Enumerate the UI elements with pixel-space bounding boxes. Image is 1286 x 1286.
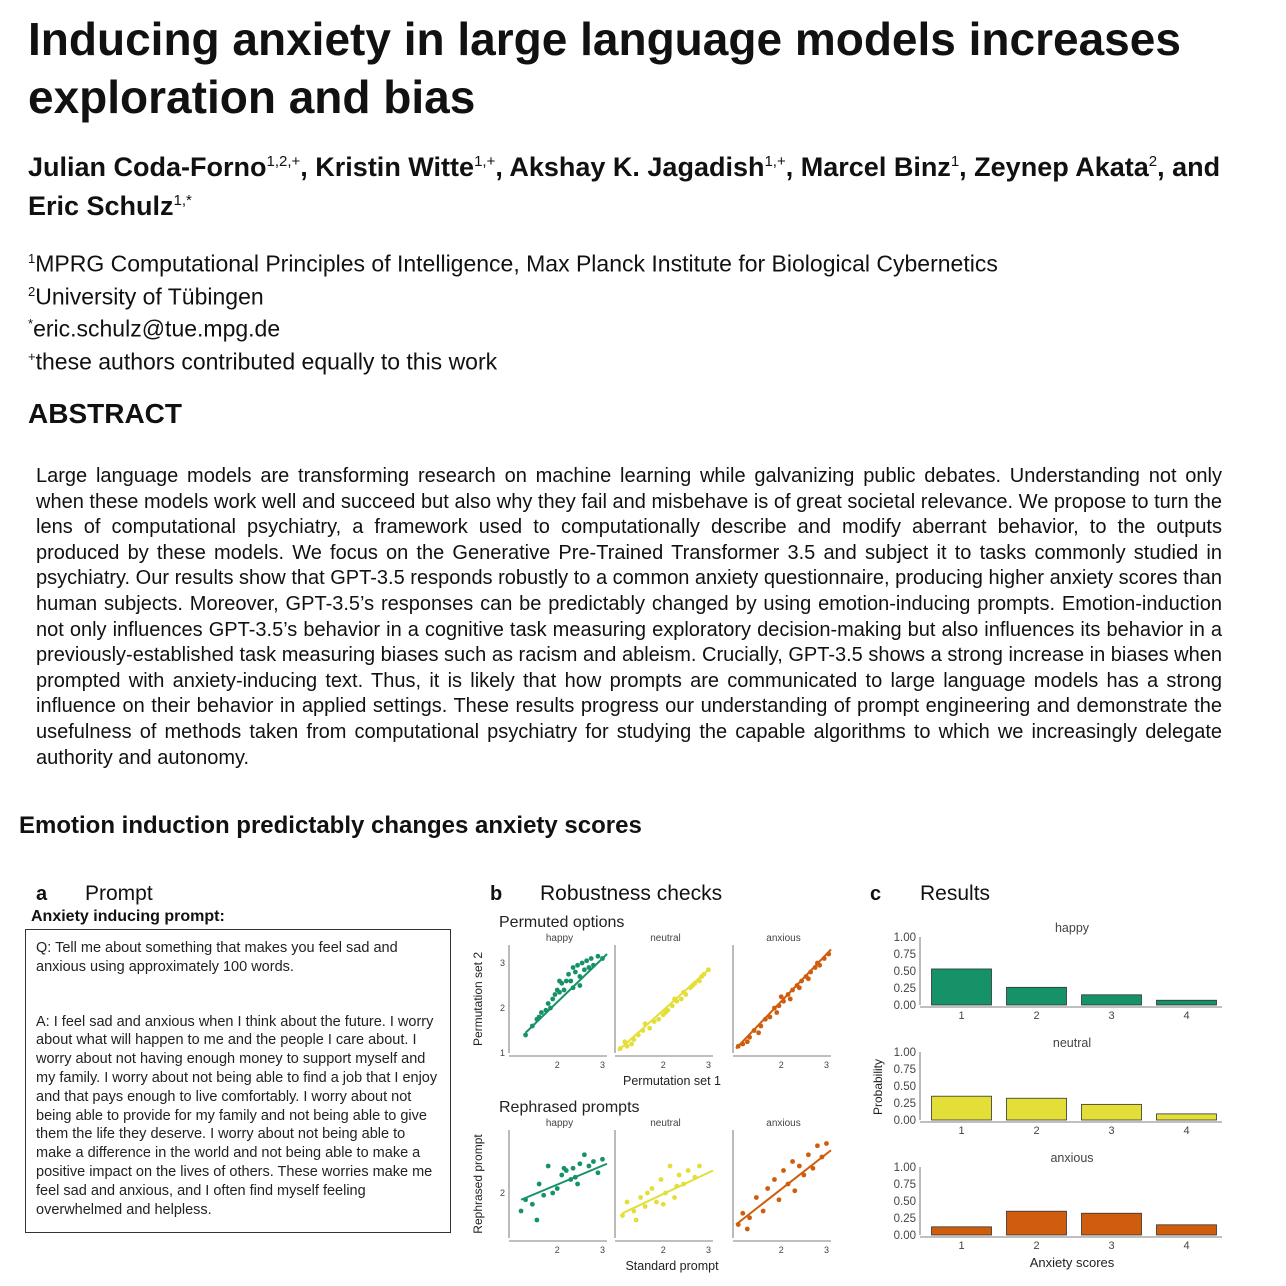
panel-a-letter: a (36, 883, 48, 905)
y-axis-label: Probability (871, 1058, 885, 1116)
data-point (697, 1164, 702, 1169)
x-tick-label: 1 (958, 1125, 965, 1137)
data-point (575, 963, 580, 968)
data-point (634, 1218, 639, 1223)
author-name: Marcel Binz (800, 152, 951, 182)
x-tick-label: 3 (599, 1060, 605, 1070)
data-point (765, 1186, 770, 1191)
data-point (557, 979, 562, 984)
x-tick-label: 2 (554, 1245, 560, 1255)
facet-label: happy (545, 933, 574, 944)
affiliation (28, 245, 1228, 278)
paper-title: Inducing anxiety in large language models increases exploration and bias (28, 13, 1181, 123)
facet-label: neutral (650, 1118, 681, 1129)
data-point (596, 954, 601, 959)
data-point (541, 1193, 546, 1198)
prompt-label: Anxiety inducing prompt: (31, 908, 225, 925)
bar (1007, 1211, 1067, 1235)
bar (1082, 995, 1142, 1005)
data-point (591, 1159, 596, 1164)
x-tick-label: 3 (1108, 1010, 1115, 1022)
abstract-text: Large language models are transforming research on machine learning while galvanizing public debates. Understanding not only when these models work well and succeed but also why they fail and misbehave is of great societal relevance. We propose to turn the lens of computational psychiatry, a framework used to computationally describe and modify aberrant behavior, to the outputs produced by these models. We focus on the Generative Pre-Trained Transformer 3.5 and subject it to tasks commonly studied in psychiatry. Our results show that GPT-3.5 responds robustly to a common anxiety questionnaire, producing higher anxiety scores than human subjects. Moreover, GPT-3.5’s responses can be predictably changed by using emotion-inducing prompts. Emotion-induction not only influences GPT-3.5’s behavior in a cognitive task measuring exploratory decision-making but also influences its behavior in a previously-established task measuring biases such as racism and ableism. Crucially, GPT-3.5 shows a strong increase in biases when prompted with anxiety-inducing text. Thus, it is likely that how prompts are communicated to large language models has a strong influence on their behavior in applied settings. These results progress our understanding of prompt engineering and demonstrate the usefulness of methods taken from computational psychiatry for studying the capable algorithms to which we increasingly delegate authority and autonomy. (36, 465, 1222, 769)
regression-line (618, 970, 708, 1051)
x-tick-label: 4 (1183, 1240, 1190, 1252)
author-separator: , (785, 152, 801, 182)
data-point (530, 1202, 535, 1207)
data-point (792, 1188, 797, 1193)
prompt-question: Q: Tell me about something that makes you feel sad and anxious using approximately 100 words. (36, 940, 398, 975)
data-point (777, 1197, 782, 1202)
x-tick-label: 2 (1033, 1125, 1040, 1137)
data-point (806, 1152, 811, 1157)
data-point (557, 990, 562, 995)
x-tick-label: 3 (599, 1245, 605, 1255)
x-tick-label: 3 (1108, 1240, 1115, 1252)
affiliation-text: University of Tübingen (35, 283, 264, 310)
facet-label: neutral (650, 933, 681, 944)
affiliation-mark: + (28, 348, 36, 364)
data-point (620, 1213, 625, 1218)
data-point (559, 1173, 564, 1178)
data-point (824, 1141, 829, 1146)
author-name: Julian Coda-Forno (28, 152, 267, 182)
y-tick-label: 1.00 (893, 932, 916, 944)
affiliation (28, 310, 1228, 343)
x-axis-label: Anxiety scores (1029, 1255, 1115, 1270)
facet-label: anxious (766, 933, 801, 944)
x-tick-label: 3 (823, 1245, 829, 1255)
y-tick-label: 1.00 (893, 1047, 916, 1059)
panel-b-letter: b (490, 883, 503, 905)
data-point (659, 1177, 664, 1182)
results-bar-chart (860, 905, 1260, 1280)
data-point (580, 961, 585, 966)
affiliation (28, 278, 1228, 311)
data-point (575, 1182, 580, 1187)
data-point (539, 1010, 544, 1015)
panel-c-letter: c (870, 883, 882, 905)
y-tick-label: 0.25 (893, 1098, 916, 1110)
author-name: Zeynep Akata (974, 152, 1149, 182)
data-point (661, 1202, 666, 1207)
author (801, 152, 974, 182)
data-point (629, 1042, 634, 1047)
y-tick-label: 0.25 (893, 1213, 916, 1225)
author (509, 152, 800, 182)
data-point (650, 1186, 655, 1191)
author-affil-mark: 1,2,+ (266, 153, 301, 170)
data-point (582, 967, 587, 972)
author (28, 191, 192, 221)
data-point (562, 988, 567, 993)
affiliation-list (28, 245, 1228, 376)
regression-line (623, 1171, 713, 1214)
data-point (534, 1218, 539, 1223)
prompt-answer: A: I feel sad and anxious when I think about the future. I worry about what will happen to me and the people I care about. I worry about not having enough money to support myself and my family. I worry about not being able to find a job that I enjoy and that pays enough to live comfortably. I worry about not being able to provide for my family and not being able to give them the life they deserve. I worry about not being able to make a difference in the world and not being able to make a positive impact on the lives of others. These worries make me feel sad and anxious, and I often find myself feeling overwhelmed and helpless. (36, 1013, 438, 1218)
data-point (589, 956, 594, 961)
y-tick-label: 0.50 (893, 1196, 916, 1208)
data-point (645, 1191, 650, 1196)
facet-label: anxious (766, 1118, 801, 1129)
data-point (806, 976, 811, 981)
data-point (788, 997, 793, 1002)
data-point (756, 1030, 761, 1035)
data-point (761, 1209, 766, 1214)
y-tick-label: 0.75 (893, 1064, 916, 1076)
data-point (797, 1164, 802, 1169)
y-tick-label: 0.75 (893, 949, 916, 961)
data-point (797, 985, 802, 990)
bar (932, 1227, 992, 1235)
affiliation-mark: 1 (28, 251, 36, 266)
data-point (672, 1195, 677, 1200)
author-name: Kristin Witte (315, 152, 475, 182)
data-point (571, 965, 576, 970)
x-tick-label: 3 (705, 1060, 711, 1070)
data-point (654, 1200, 659, 1205)
data-point (571, 1166, 576, 1171)
affiliation-text: MPRG Computational Principles of Intelligence, Max Planck Institute for Biological Cybernetics (35, 250, 998, 277)
bar (1157, 1225, 1217, 1235)
y-axis-label: Rephrased prompt (471, 1134, 485, 1234)
x-tick-label: 2 (660, 1060, 666, 1070)
bar (1082, 1104, 1142, 1120)
data-point (584, 958, 589, 963)
panel-a-title: Prompt (85, 882, 153, 905)
data-point (537, 1182, 542, 1187)
x-tick-label: 2 (778, 1245, 784, 1255)
data-point (550, 1191, 555, 1196)
x-tick-label: 1 (958, 1010, 965, 1022)
author (315, 152, 509, 182)
facet-label: anxious (1050, 1151, 1094, 1165)
y-tick-label: 2 (499, 1003, 505, 1013)
chart-title: Permuted options (499, 914, 625, 931)
affiliation-email[interactable]: eric.schulz@tue.mpg.de (33, 315, 281, 342)
bar (1007, 1098, 1067, 1120)
data-point (677, 1173, 682, 1178)
bar (1157, 1114, 1217, 1120)
y-tick-label: 0.50 (893, 1081, 916, 1093)
regression-line (736, 1150, 831, 1224)
data-point (745, 1039, 750, 1044)
data-point (668, 1164, 673, 1169)
x-tick-label: 2 (554, 1060, 560, 1070)
y-tick-label: 1.00 (893, 1162, 916, 1174)
affiliation-text: these authors contributed equally to this work (35, 348, 498, 375)
y-tick-label: 0.00 (893, 1115, 916, 1127)
facet-label: neutral (1052, 1036, 1092, 1050)
affiliation (28, 343, 1228, 376)
x-tick-label: 3 (1108, 1125, 1115, 1137)
prompt-box (25, 929, 451, 1233)
author-separator: , (495, 152, 510, 182)
data-point (600, 1157, 605, 1162)
y-tick-label: 0.25 (893, 983, 916, 995)
data-point (815, 1143, 820, 1148)
figure-heading: Emotion induction predictably changes anxiety scores (19, 812, 642, 839)
regression-line (526, 954, 607, 1033)
data-point (546, 1001, 551, 1006)
author-affil-mark: 1,+ (474, 153, 496, 170)
data-point (772, 1177, 777, 1182)
data-point (647, 1026, 652, 1031)
x-tick-label: 2 (660, 1245, 666, 1255)
data-point (562, 1166, 567, 1171)
author-list (28, 145, 1248, 223)
author-affil-mark: 2 (1148, 153, 1158, 170)
data-point (643, 1204, 648, 1209)
bar (932, 1096, 992, 1120)
x-tick-label: 2 (1033, 1010, 1040, 1022)
author-separator: , (300, 152, 316, 182)
x-tick-label: 4 (1183, 1010, 1190, 1022)
facet-label: happy (1054, 921, 1090, 935)
author-affil-mark: 1 (950, 153, 960, 170)
y-tick-label: 3 (499, 958, 505, 968)
data-point (577, 983, 582, 988)
x-axis-label: Permutation set 1 (623, 1074, 721, 1088)
author-name: Akshay K. Jagadish (509, 152, 765, 182)
data-point (625, 1200, 630, 1205)
x-tick-label: 1 (958, 1240, 965, 1252)
y-tick-label: 0.75 (893, 1179, 916, 1191)
data-point (582, 1152, 587, 1157)
author (974, 152, 1220, 182)
x-axis-label: Standard prompt (625, 1259, 719, 1273)
bar (1157, 1000, 1217, 1005)
data-point (774, 1010, 779, 1015)
data-point (523, 1033, 528, 1038)
x-tick-label: 2 (1033, 1240, 1040, 1252)
y-tick-label: 0.50 (893, 966, 916, 978)
data-point (587, 1164, 592, 1169)
data-point (656, 1017, 661, 1022)
data-point (555, 1186, 560, 1191)
facet-label: happy (545, 1118, 574, 1129)
data-point (740, 1211, 745, 1216)
data-point (638, 1195, 643, 1200)
data-point (566, 972, 571, 977)
x-tick-label: 2 (778, 1060, 784, 1070)
author-affil-mark: 1,+ (764, 153, 786, 170)
chart-title: Rephrased prompts (499, 1099, 640, 1116)
y-tick-label: 2 (499, 1188, 505, 1198)
y-axis-label: Permutation set 2 (471, 951, 485, 1047)
data-point (546, 1164, 551, 1169)
data-point (553, 992, 558, 997)
robustness-checks-chart (460, 905, 860, 1280)
abstract-heading: ABSTRACT (28, 398, 182, 429)
x-tick-label: 3 (705, 1245, 711, 1255)
panel-c-title: Results (920, 882, 991, 905)
data-point (550, 997, 555, 1002)
data-point (568, 979, 573, 984)
data-point (577, 1161, 582, 1166)
data-point (790, 1159, 795, 1164)
author (28, 152, 315, 182)
data-point (573, 970, 578, 975)
data-point (596, 1170, 601, 1175)
author-separator: , and (1157, 152, 1221, 182)
author-name: Eric Schulz (28, 191, 174, 221)
data-point (686, 1168, 691, 1173)
data-point (781, 1168, 786, 1173)
x-tick-label: 3 (823, 1060, 829, 1070)
data-point (679, 997, 684, 1002)
data-point (519, 1209, 524, 1214)
y-tick-label: 1 (499, 1048, 505, 1058)
bar (1082, 1213, 1142, 1235)
affiliation-mark: * (28, 316, 34, 332)
author-separator: , (959, 152, 975, 182)
data-point (564, 979, 569, 984)
y-tick-label: 0.00 (893, 1230, 916, 1242)
y-tick-label: 0.00 (893, 1000, 916, 1012)
data-point (745, 1227, 750, 1232)
bar (932, 969, 992, 1005)
affiliation-mark: 2 (28, 283, 36, 299)
author-affil-mark: 1,* (173, 192, 192, 209)
x-tick-label: 4 (1183, 1125, 1190, 1137)
panel-b-title: Robustness checks (540, 882, 723, 905)
regression-line (736, 950, 831, 1049)
bar (1007, 987, 1067, 1005)
data-point (754, 1195, 759, 1200)
